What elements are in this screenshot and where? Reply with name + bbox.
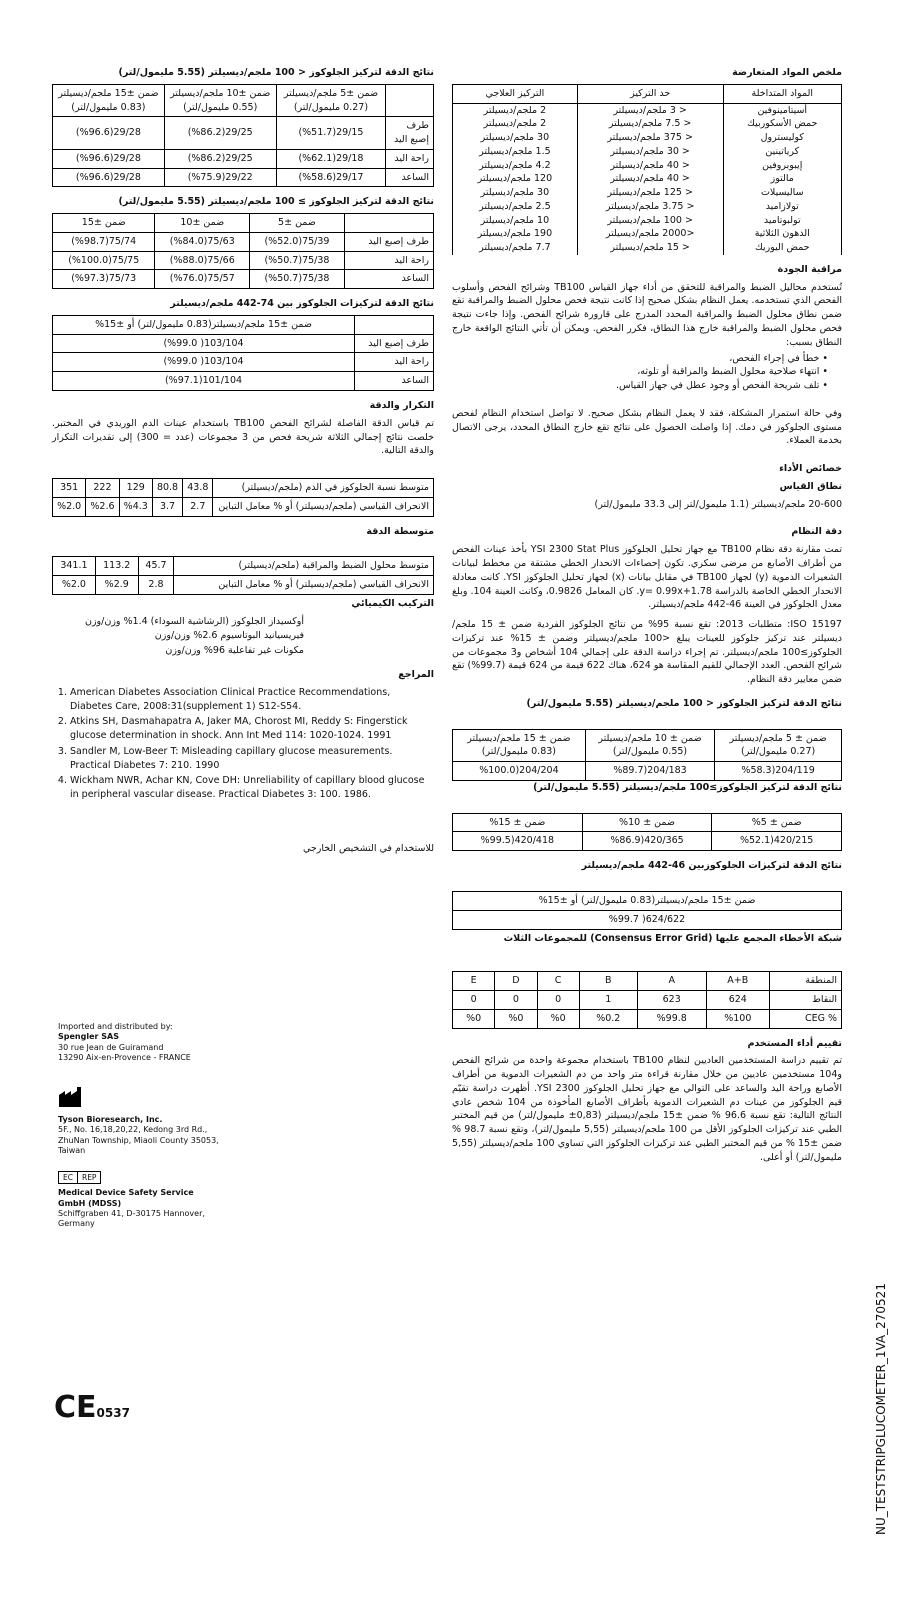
table-row bbox=[53, 334, 434, 353]
rep-address: Schiffgraben 41, D-30175 Hannover, bbox=[58, 1209, 205, 1219]
cell: 29/25(%86.2) bbox=[164, 149, 276, 168]
table-row bbox=[453, 241, 842, 255]
cell: 7.7 ملجم/ديسيلتر bbox=[453, 241, 578, 255]
t5-header: ضمن ± 15% bbox=[453, 813, 583, 832]
cell: < 100 ملجم/ديسيلتر bbox=[577, 214, 723, 228]
cell: حمض الأسكوربيك bbox=[723, 117, 841, 131]
ivd-label: للاستخدام في التشخيص الخارجي bbox=[302, 842, 434, 854]
cell: 204/119(%58.3 bbox=[715, 762, 842, 781]
cell: 103/104( %99.0) bbox=[53, 334, 355, 353]
cell: 0 bbox=[453, 991, 495, 1010]
cell: النقاط bbox=[770, 991, 842, 1010]
cell: 351 bbox=[53, 479, 86, 498]
cell: 29/17(%58.6) bbox=[276, 168, 386, 187]
cell: < 3 ملجم/ديسيلتر bbox=[577, 103, 723, 117]
qc-bullets bbox=[452, 352, 828, 393]
cell: 1 bbox=[579, 991, 637, 1010]
row-label: الانحراف القياسي (ملجم/ديسيلتر) أو % معامل التباين bbox=[174, 576, 434, 595]
cell: 420/418(%99.5 bbox=[453, 832, 583, 851]
cell: المنطقة bbox=[770, 972, 842, 991]
t6-table bbox=[452, 891, 842, 930]
cell: 0 bbox=[495, 991, 537, 1010]
cell: %0 bbox=[537, 1009, 579, 1028]
cell: A+B bbox=[706, 972, 769, 991]
cell: 45.7 bbox=[138, 557, 174, 576]
repeatability-table bbox=[52, 478, 434, 517]
t3-title: نتائج الدقة لتركيزات الجلوكوز بين 74-442 ملجم/ديسيلتر bbox=[170, 298, 434, 310]
table-row bbox=[453, 159, 842, 173]
t3-header bbox=[355, 315, 434, 334]
cell: %0.2 bbox=[579, 1009, 637, 1028]
rep-address: Germany bbox=[58, 1219, 95, 1229]
row-label: طرف إصبع اليد bbox=[386, 117, 434, 150]
importer-name: Spengler SAS bbox=[58, 1032, 119, 1042]
table-row bbox=[53, 353, 434, 372]
references-list bbox=[52, 686, 434, 802]
cell: %0 bbox=[495, 1009, 537, 1028]
cell: حمض اليوريك bbox=[723, 241, 841, 255]
qc-bullet: • تلف شريحة الفحص أو وجود عطل في جهاز القياس. bbox=[452, 379, 828, 393]
t6-header: ضمن ±15 ملجم/ديسيلتر(0.83 مليمول/لتر) أو ±15% bbox=[453, 891, 842, 910]
cell: 29/28(%96.6) bbox=[53, 149, 165, 168]
ceg-title: شبكة الأخطاء المجمع عليها (Consensus Error Grid) للمجموعات الثلاث bbox=[503, 932, 842, 944]
cell: 29/28(%96.6) bbox=[53, 168, 165, 187]
t1-header bbox=[386, 84, 434, 117]
t2-header: ضمن ±5 bbox=[250, 214, 345, 233]
reference-item: 4. Wickham NWR, Achar KN, Cove DH: Unreliability of capillary blood glucose in peripheral vascular disease. Practical Diabetes 3: 100. 1986. bbox=[70, 774, 434, 802]
cell: 2.7 bbox=[183, 497, 213, 516]
table-row bbox=[453, 117, 842, 131]
qc-text-2: وفي حالة استمرار المشكلة، فقد لا يعمل النظام بشكل صحيح. لا تواصل استخدام النظام لفحص مستوى الجلوكوز في دمك. إذا واصلت الحصول على نتائج تقع خارج النطاق المحدد، يرجى الاتصال بخدمة العملاء. bbox=[452, 407, 842, 447]
cell: %4.3 bbox=[119, 497, 152, 516]
cell: 2.5 ملجم/ديسيلتر bbox=[453, 200, 578, 214]
cell: %2.0 bbox=[53, 497, 86, 516]
table-row bbox=[53, 372, 434, 391]
t1-header: ضمن ±15 ملجم/ديسيلتر (0.83 مليمول/لتر) bbox=[53, 84, 165, 117]
cell: E bbox=[453, 972, 495, 991]
cell: < 30 ملجم/ديسيلتر bbox=[577, 145, 723, 159]
interf-header: التركيز العلاجي bbox=[453, 84, 578, 103]
interferences-table bbox=[452, 84, 842, 255]
cell: 3.7 bbox=[152, 497, 182, 516]
cell: 29/28(%96.6) bbox=[53, 117, 165, 150]
reference-item: 3. Sandler M, Low-Beer T: Misleading capillary glucose measurements. Practical Diabetes 7: 210. 1990 bbox=[70, 745, 434, 773]
rep-label: REP bbox=[78, 1171, 101, 1185]
cell: الدهون الثلاثية bbox=[723, 227, 841, 241]
t3-header: ضمن ±15 ملجم/ديسيلتر(0.83 مليمول/لتر) أو ±15% bbox=[53, 315, 355, 334]
table-row bbox=[53, 232, 434, 251]
table-row bbox=[453, 200, 842, 214]
intermediate-precision-title: متوسطة الدقة bbox=[366, 525, 434, 537]
cell: 420/365(%86.9 bbox=[582, 832, 712, 851]
cell: 2 ملجم/ديسيلتر bbox=[453, 117, 578, 131]
cell: 4.2 ملجم/ديسيلتر bbox=[453, 159, 578, 173]
ce-mark: CE bbox=[54, 1390, 97, 1425]
table-row bbox=[453, 186, 842, 200]
qc-text: تُستخدم محاليل الضبط والمراقبة للتحقق من أداء جهاز القياس TB100 وشرائح الفحص وأسلوب الفحص الذي تستخدمه. يعمل النظام بشكل صحيح إذا كانت نتيجة فحص محلول الضبط والمراقبة تقع ضمن نطاق محلول الضبط والمراقبة المحدد المدرج على قارورة شرائح الفحص. وإذا جاءت نتيجة فحص محلول الضبط والمراقبة خارج هذا النطاق، فكرر الفحص. ويمكن أن تأتي النتائج الواقعة خارج النطاق بسبب: bbox=[452, 281, 843, 348]
cell: كوليسترول bbox=[723, 131, 841, 145]
t4-table bbox=[452, 729, 842, 781]
t4-header: ضمن ± 10 ملجم/ديسيلتر (0.55 مليمول/لتر) bbox=[585, 729, 714, 762]
cell: 2 ملجم/ديسيلتر bbox=[453, 103, 578, 117]
cell: 80.8 bbox=[152, 479, 182, 498]
table-row bbox=[53, 251, 434, 270]
cell: 75/66(%88.0) bbox=[155, 251, 250, 270]
cell: C bbox=[537, 972, 579, 991]
right-column bbox=[452, 66, 842, 1170]
t2-header bbox=[344, 214, 433, 233]
cell: 29/18(%62.1) bbox=[276, 149, 386, 168]
cell: مالتوز bbox=[723, 172, 841, 186]
qc-bullet: • انتهاء صلاحية محلول الضبط والمراقبة أو تلوثه، bbox=[452, 365, 828, 379]
cell: 0 bbox=[537, 991, 579, 1010]
rep-name: GmbH (MDSS) bbox=[58, 1198, 122, 1208]
row-label: الانحراف القياسي (ملجم/ديسيلتر) أو % معامل التباين bbox=[213, 497, 434, 516]
cell: إيبوبروفين bbox=[723, 159, 841, 173]
maker-address: Taiwan bbox=[58, 1146, 86, 1156]
cell: 420/215(%52.1 bbox=[712, 832, 842, 851]
performance-title: خصائص الأداء bbox=[779, 463, 842, 475]
t4-title: نتائج الدقة لتركيز الجلوكوز < 100 ملجم/ديسيلتر (5.55 مليمول/لتر) bbox=[526, 697, 842, 709]
repeatability-text: تم قياس الدقة الفاصلة لشرائح الفحص TB100 باستخدام عينات الدم الوريدي في المختبر. خلصت نتائج إجمالي الثلاثة شريحة فحص من 3 مجموعات (عدد = 300) إلى تقديرات التكرار والدقة التالية. bbox=[52, 417, 434, 457]
accuracy-text: تمت مقارنة دقة نظام TB100 مع جهاز تحليل الجلوكوز YSI 2300 Stat Plus بأخذ عينات الفحص من أطراف الأصابع من مرضى سكري. تكون إحصاءات الانحدار الخطي مشتقة من مخطط لبيانات الشعيرات الدموية (y) لجهاز TB100 في مقابل بيانات (x) لجهاز تحليل الجلوكوز YSI. كانت معادلة الانحدار الخطي الخاصة بالدراسة y= 0.99x+1.78. كان المعامل 0.9826، وكانت العينة 104. وبلغ معدل الجلوكوز في العينة 46-442 ملجم/ديسيلتر. bbox=[452, 544, 842, 611]
table-row bbox=[453, 832, 842, 851]
t2-header: ضمن ±10 bbox=[155, 214, 250, 233]
table-row bbox=[453, 227, 842, 241]
ec-rep-icon bbox=[58, 1171, 298, 1185]
left-column bbox=[52, 66, 434, 860]
cell: 101/104(%97.1) bbox=[53, 372, 355, 391]
cell: < 40 ملجم/ديسيلتر bbox=[577, 172, 723, 186]
cell: %2.6 bbox=[86, 497, 119, 516]
t5-title: نتائج الدقة لتركيز الجلوكوز≥100 ملجم/ديسيلتر (5.55 مليمول/لتر) bbox=[533, 781, 842, 793]
cell: أسيتامينوفين bbox=[723, 103, 841, 117]
interferences-title: ملخص المواد المتعارضة bbox=[732, 67, 842, 78]
cell: 222 bbox=[86, 479, 119, 498]
t1-header: ضمن ±10 ملجم/ديسيلتر (0.55 مليمول/لتر) bbox=[164, 84, 276, 117]
row-label: متوسط نسبة الجلوكوز في الدم (ملجم/ديسيلتر) bbox=[213, 479, 434, 498]
table-row bbox=[453, 991, 842, 1010]
cell: 30 ملجم/ديسيلتر bbox=[453, 186, 578, 200]
cell: 75/73(%97.3) bbox=[53, 270, 155, 289]
t4-header: ضمن ± 5 ملجم/ديسيلتر (0.27 مليمول/لتر) bbox=[715, 729, 842, 762]
t3-table bbox=[52, 315, 434, 391]
reference-item: 2. Atkins SH, Dasmahapatra A, Jaker MA, Chorost MI, Reddy S: Fingerstick glucose determination in shock. Ann Int Med 114: 1020-1024. 1991 bbox=[70, 715, 434, 743]
cell: < 3.75 ملجم/ديسيلتر bbox=[577, 200, 723, 214]
intermediate-precision-table bbox=[52, 556, 434, 595]
qc-title: مراقبة الجودة bbox=[777, 263, 842, 275]
cell: 120 ملجم/ديسيلتر bbox=[453, 172, 578, 186]
row-label: طرف إصبع اليد bbox=[344, 232, 433, 251]
t5-header: ضمن ± 5% bbox=[712, 813, 842, 832]
cell: A bbox=[637, 972, 706, 991]
cell: 204/204(%100.0 bbox=[453, 762, 586, 781]
table-row bbox=[453, 172, 842, 186]
cell: 75/57(%76.0) bbox=[155, 270, 250, 289]
t2-header: ضمن ±15 bbox=[53, 214, 155, 233]
repeatability-title: التكرار والدقة bbox=[369, 400, 434, 412]
cell: < 15 ملجم/ديسيلتر bbox=[577, 241, 723, 255]
cell: 29/22(%75.9) bbox=[164, 168, 276, 187]
maker-address: ZhuNan Township, Miaoli County 35053, bbox=[58, 1135, 219, 1145]
composition-title: التركيب الكيميائي bbox=[351, 597, 434, 609]
cell: B bbox=[579, 972, 637, 991]
table-row bbox=[453, 131, 842, 145]
t6-title: نتائج الدقة لتركيزات الجلوكوزبين 46-442 ملجم/ديسيلتر bbox=[581, 860, 842, 872]
composition bbox=[52, 597, 434, 658]
range-text: 20-600 ملجم/ديسيلتر (1.1 مليمول/لتر إلى 33.3 مليمول/لتر) bbox=[594, 498, 842, 510]
table-row bbox=[453, 762, 842, 781]
t1-table bbox=[52, 84, 434, 188]
table-row bbox=[453, 214, 842, 228]
ceg-table bbox=[452, 971, 842, 1028]
references-title: المراجع bbox=[398, 668, 434, 680]
cell: D bbox=[495, 972, 537, 991]
importer-address: 30 rue Jean de Guiramand bbox=[58, 1042, 164, 1052]
maker-name: Tyson Bioresearch, Inc. bbox=[58, 1114, 163, 1124]
accuracy-text-2: ISO 15197: متطلبات 2013: تقع نسبة 95% من نتائج الجلوكوز الفردية ضمن ± 15 ملجم/ديسيلتر عند تركيز جلوكوز للعينات يبلغ <100 ملجم/ديسيلتر وضمن ± 15% عند تركيزات الجلوكوز≥100 ملجم/ديسيلتر. تم إجراء دراسة الدقة على إجمالي 104 أشخاص و3 مجموعات من شرائح الفحص. العدد الإجمالي للقيم المقاسة هو 624، هناك 622 قيمة من 624 قيمة (99.7%) تقع ضمن معايير دقة النظام. bbox=[452, 619, 842, 686]
cell: 1.5 ملجم/ديسيلتر bbox=[453, 145, 578, 159]
row-label: راحة اليد bbox=[355, 353, 434, 372]
cell: < 125 ملجم/ديسيلتر bbox=[577, 186, 723, 200]
cell: %99.8 bbox=[637, 1009, 706, 1028]
cell: %2.9 bbox=[95, 576, 138, 595]
document-code: NU_TESTSTRIPGLUCOMETER_1VA_270521 bbox=[874, 1283, 888, 1535]
ec-label: EC bbox=[58, 1171, 78, 1185]
composition-item: أوكسيداز الجلوكوز (الرشاشية السوداء) 1.4% وزن/وزن bbox=[84, 615, 304, 627]
table-row bbox=[453, 972, 842, 991]
table-row bbox=[53, 497, 434, 516]
cell: 624 bbox=[706, 991, 769, 1010]
cell: 623 bbox=[637, 991, 706, 1010]
cell: 103/104( %99.0) bbox=[53, 353, 355, 372]
reference-item: 1. American Diabetes Association Clinical Practice Recommendations, Diabetes Care, 2008:31(supplement 1) S12-S54. bbox=[70, 686, 434, 714]
qc-bullet: • خطأ في إجراء الفحص، bbox=[452, 352, 828, 366]
cell: 129 bbox=[119, 479, 152, 498]
cell: <2000 ملجم/ديسيلتر bbox=[577, 227, 723, 241]
row-label: راحة اليد bbox=[344, 251, 433, 270]
row-label: الساعد bbox=[344, 270, 433, 289]
cell: 113.2 bbox=[95, 557, 138, 576]
table-row bbox=[453, 1009, 842, 1028]
row-label: طرف إصبع اليد bbox=[355, 334, 434, 353]
cell: 75/38(%50.7) bbox=[250, 270, 345, 289]
t5-header: ضمن ± 10% bbox=[582, 813, 712, 832]
cell: %100 bbox=[706, 1009, 769, 1028]
t2-table bbox=[52, 213, 434, 289]
t5-table bbox=[452, 813, 842, 852]
ce-mark-icon bbox=[54, 1386, 130, 1430]
composition-item: مكونات غير تفاعلية 96% وزن/وزن bbox=[165, 645, 304, 657]
t1-header: ضمن ±5 ملجم/ديسيلتر (0.27 مليمول/لتر) bbox=[276, 84, 386, 117]
manufacturer-icon bbox=[58, 1086, 82, 1108]
interf-header: حد التركيز bbox=[577, 84, 723, 103]
table-row bbox=[453, 103, 842, 117]
cell: تولبوتاميد bbox=[723, 214, 841, 228]
cell: ساليسيلات bbox=[723, 186, 841, 200]
cell: 204/183(%89.7 bbox=[585, 762, 714, 781]
range-title: نطاق القياس bbox=[779, 480, 842, 492]
cell: 75/74(%98.7) bbox=[53, 232, 155, 251]
ce-number: 0537 bbox=[96, 1406, 130, 1420]
maker-address: 5F., No. 16,18,20,22, Kedong 3rd Rd., bbox=[58, 1125, 208, 1135]
cell: تولازاميد bbox=[723, 200, 841, 214]
cell: < 375 ملجم/ديسيلتر bbox=[577, 131, 723, 145]
cell: %0 bbox=[453, 1009, 495, 1028]
accuracy-title: دقة النظام bbox=[791, 526, 842, 538]
user-eval-title: تقييم أداء المستخدم bbox=[747, 1037, 842, 1049]
cell: 2.8 bbox=[138, 576, 174, 595]
cell: 341.1 bbox=[53, 557, 96, 576]
row-label: الساعد bbox=[355, 372, 434, 391]
cell: 190 ملجم/ديسيلتر bbox=[453, 227, 578, 241]
t2-title: نتائج الدقة لتركيز الجلوكوز ≥ 100 ملجم/ديسيلتر (5.55 مليمول/لتر) bbox=[118, 196, 434, 208]
cell: 75/75(%100.0) bbox=[53, 251, 155, 270]
cell: %2.0 bbox=[53, 576, 96, 595]
cell: 29/25(%86.2) bbox=[164, 117, 276, 150]
cell: 43.8 bbox=[183, 479, 213, 498]
cell: 29/15(%51.7) bbox=[276, 117, 386, 150]
table-row bbox=[53, 270, 434, 289]
row-label: الساعد bbox=[386, 168, 434, 187]
user-eval-text: تم تقييم دراسة المستخدمين العاديين لنظام TB100 باستخدام مجموعة واحدة من شرائح الفحص و104 مستخدمين عاديين من خلال مقارنة قراءة متر واحد من دم الشعيرات الدموية من أطراف الأصابع وراحة اليد والساعد على التوالي مع جهاز تحليل الجلوكوز YSI 2300. أظهرت دراسة تقيّم قيم الجلوكوز من عينات دم الشعيرات الدموية بأطراف الأصابع المأخوذة من 104 شخص عادي النتائج التالية: تقع نسبة 96.6 % ضمن ±15 ملجم/ديسيلتر (0,83± مليمول/لتر) من قيم المختبر الطبي عند تركيزات الجلوكوز الأقل من 100 ملجم/ديسيلتر (5,55 مليمول/لتر)، وتقع نسبة 98.7 % ضمن ±15 % من قيم المختبر الطبي عند تركيزات الجلوكوز التي تساوي 100 ملجم/ديسيلتر (5,55 مليمول/لتر) أو أعلى. bbox=[452, 1055, 843, 1163]
table-row bbox=[53, 479, 434, 498]
table-row bbox=[53, 168, 434, 187]
rep-name: Medical Device Safety Service bbox=[58, 1188, 194, 1198]
table-row bbox=[53, 149, 434, 168]
importer-line: Imported and distributed by: bbox=[58, 1022, 173, 1031]
manufacturer-block bbox=[58, 1022, 298, 1230]
cell: 75/39(%52.0) bbox=[250, 232, 345, 251]
row-label: متوسط محلول الضبط والمراقبة (ملجم/ديسيلتر) bbox=[174, 557, 434, 576]
table-row bbox=[453, 145, 842, 159]
table-row bbox=[53, 557, 434, 576]
interf-header: المواد المتداخلة bbox=[723, 84, 841, 103]
composition-item: فيريسيانيد البوتاسيوم 2.6% وزن/وزن bbox=[154, 630, 304, 642]
table-row bbox=[53, 576, 434, 595]
t4-header: ضمن ± 15 ملجم/ديسيلتر (0.83 مليمول/لتر) bbox=[453, 729, 586, 762]
cell: < 7.5 ملجم/ديسيلتر bbox=[577, 117, 723, 131]
cell: % CEG bbox=[770, 1009, 842, 1028]
cell: كرياتينين bbox=[723, 145, 841, 159]
t1-title: نتائج الدقة لتركيز الجلوكوز < 100 ملجم/ديسيلتر (5.55 مليمول/لتر) bbox=[118, 67, 434, 78]
cell: 75/63(%84.0) bbox=[155, 232, 250, 251]
row-label: راحة اليد bbox=[386, 149, 434, 168]
cell: 75/38(%50.7) bbox=[250, 251, 345, 270]
cell: 624/622( %99.7 bbox=[453, 910, 842, 929]
cell: < 40 ملجم/ديسيلتر bbox=[577, 159, 723, 173]
table-row bbox=[53, 117, 434, 150]
cell: 10 ملجم/ديسيلتر bbox=[453, 214, 578, 228]
cell: 30 ملجم/ديسيلتر bbox=[453, 131, 578, 145]
table-row bbox=[453, 910, 842, 929]
importer-address: 13290 Aix-en-Provence - FRANCE bbox=[58, 1053, 191, 1063]
